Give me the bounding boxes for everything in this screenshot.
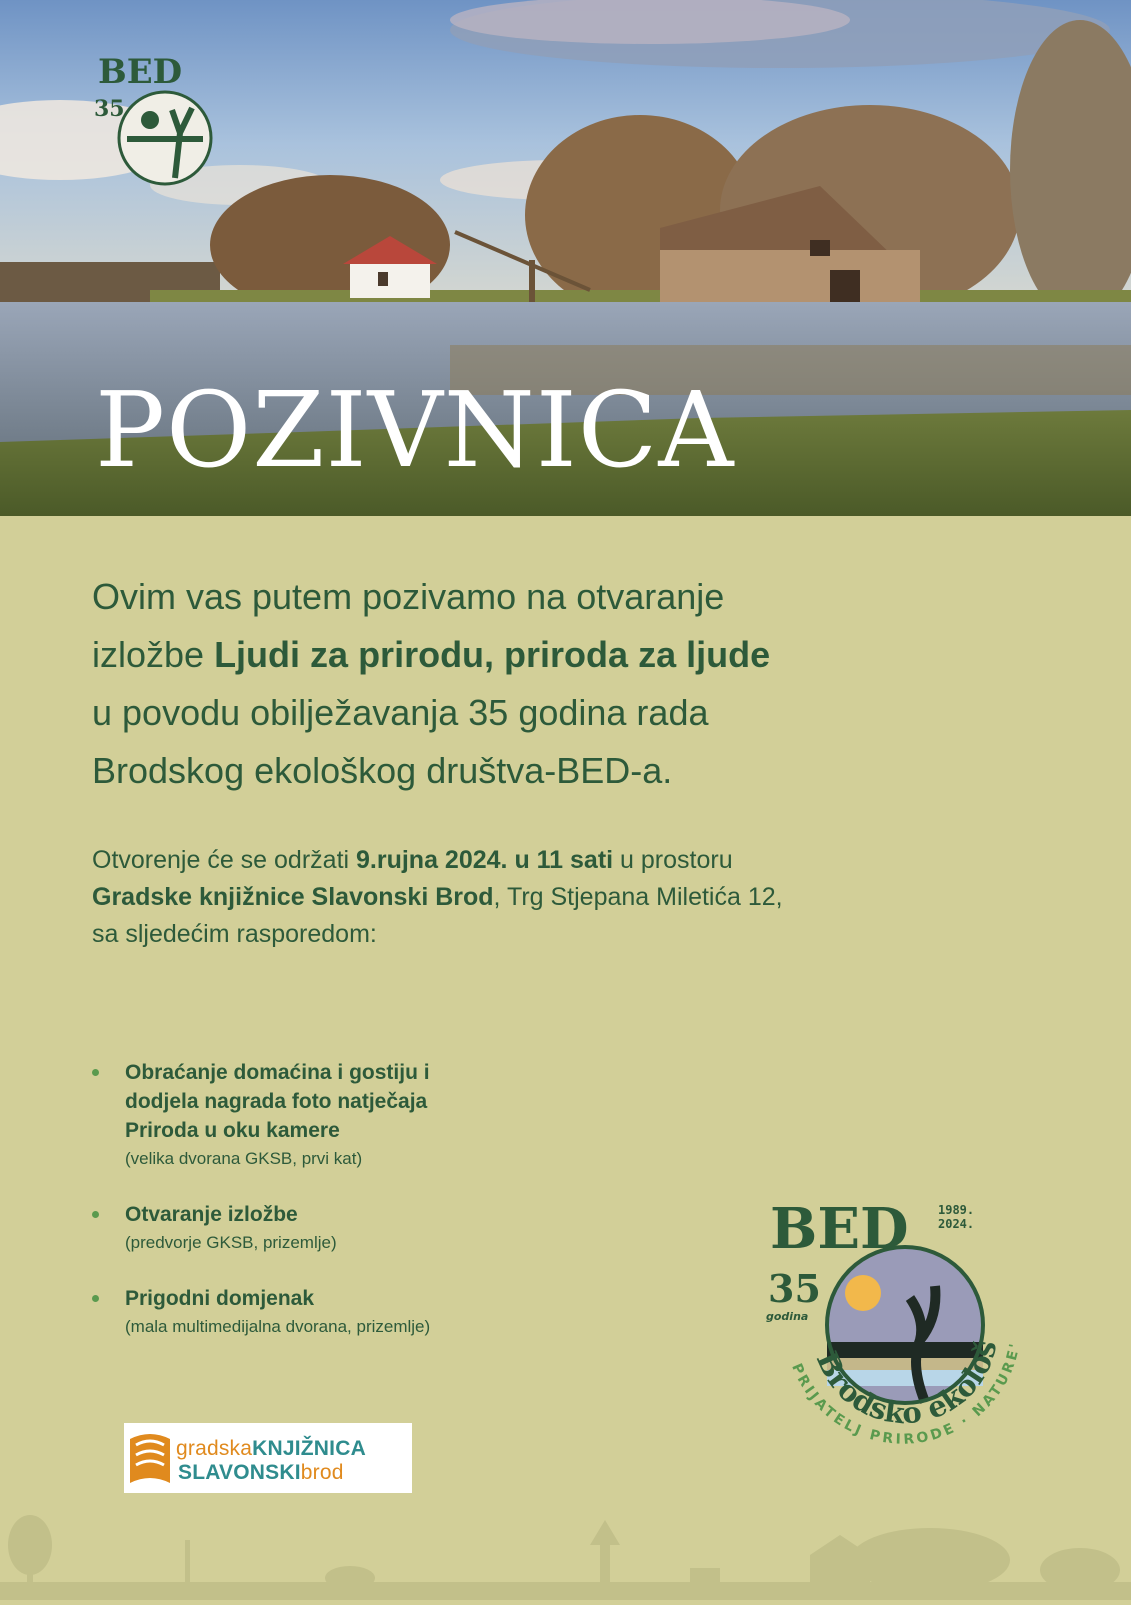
- details-text-2: u prostoru: [613, 846, 733, 874]
- intro-paragraph: [92, 568, 1092, 800]
- landscape-silhouette-icon: [0, 1500, 1131, 1600]
- library-logo: [124, 1423, 412, 1493]
- bed-logo-small: [80, 38, 250, 208]
- schedule-item-location: (predvorje GKSB, prizemlje): [125, 1233, 337, 1252]
- library-logo-line-2: [178, 1461, 344, 1485]
- schedule-item: [92, 1284, 652, 1340]
- seal-small-years: 35: [94, 96, 125, 122]
- schedule-item-title: Obraćanje domaćina i gostiju i dodjela nagrada foto natječaja Priroda u oku kamere: [125, 1061, 430, 1142]
- schedule-item: [92, 1058, 652, 1172]
- seal-org-name: Brodsko ekološ: [809, 1337, 1004, 1431]
- logo-word-brod: brod: [300, 1461, 344, 1484]
- schedule-item: [92, 1200, 652, 1256]
- intro-line-2-prefix: izložbe: [92, 634, 215, 675]
- intro-line-3: u povodu obilježavanja 35 godina rada: [92, 692, 709, 733]
- event-address: , Trg Stjepana Miletića 12,: [493, 883, 783, 911]
- page-title: POZIVNICA: [95, 369, 735, 491]
- exhibition-title: Ljudi za prirodu, priroda za ljude: [214, 634, 771, 675]
- details-text-3: sa sljedećim rasporedom:: [92, 920, 377, 948]
- bed-emblem-icon: [80, 38, 250, 208]
- seal-small-name: BED: [98, 52, 183, 92]
- event-date: 9.rujna 2024. u 11 sati: [356, 846, 614, 874]
- seal-years-label: godina: [766, 1310, 809, 1323]
- schedule-item-title: Prigodni domjenak: [125, 1287, 315, 1310]
- book-pages-icon: [126, 1429, 174, 1487]
- footer-silhouette-strip: [0, 1500, 1131, 1600]
- schedule-list: [92, 1058, 652, 1368]
- details-text-1: Otvorenje će se održati: [92, 846, 357, 874]
- logo-word-knjiznica: KNJIŽNICA: [252, 1437, 366, 1460]
- bed-seal-icon: [760, 1190, 1050, 1490]
- logo-word-slavonski: SLAVONSKI: [178, 1461, 301, 1484]
- bed-logo-large: [760, 1190, 1050, 1490]
- schedule-item-location: (velika dvorana GKSB, prvi kat): [125, 1149, 363, 1168]
- schedule-item-title: Otvaranje izložbe: [125, 1203, 298, 1226]
- logo-word-gradska: gradska: [176, 1437, 253, 1460]
- seal-name: BED: [770, 1196, 909, 1262]
- library-logo-line-1: [176, 1437, 366, 1461]
- intro-line-1: Ovim vas putem pozivamo na otvaranje: [92, 576, 725, 617]
- event-venue: Gradske knjižnice Slavonski Brod: [92, 883, 494, 911]
- seal-years: 35: [768, 1266, 821, 1311]
- seal-years-range: 1989. 2024.: [938, 1203, 975, 1231]
- seal-ring-text: PRIJATELJ PRIRODE · NATURE': [788, 1339, 1024, 1448]
- event-details: [92, 842, 1102, 953]
- intro-line-4: Brodskog ekološkog društva-BED-a.: [92, 750, 673, 791]
- schedule-item-location: (mala multimedijalna dvorana, prizemlje): [125, 1317, 431, 1336]
